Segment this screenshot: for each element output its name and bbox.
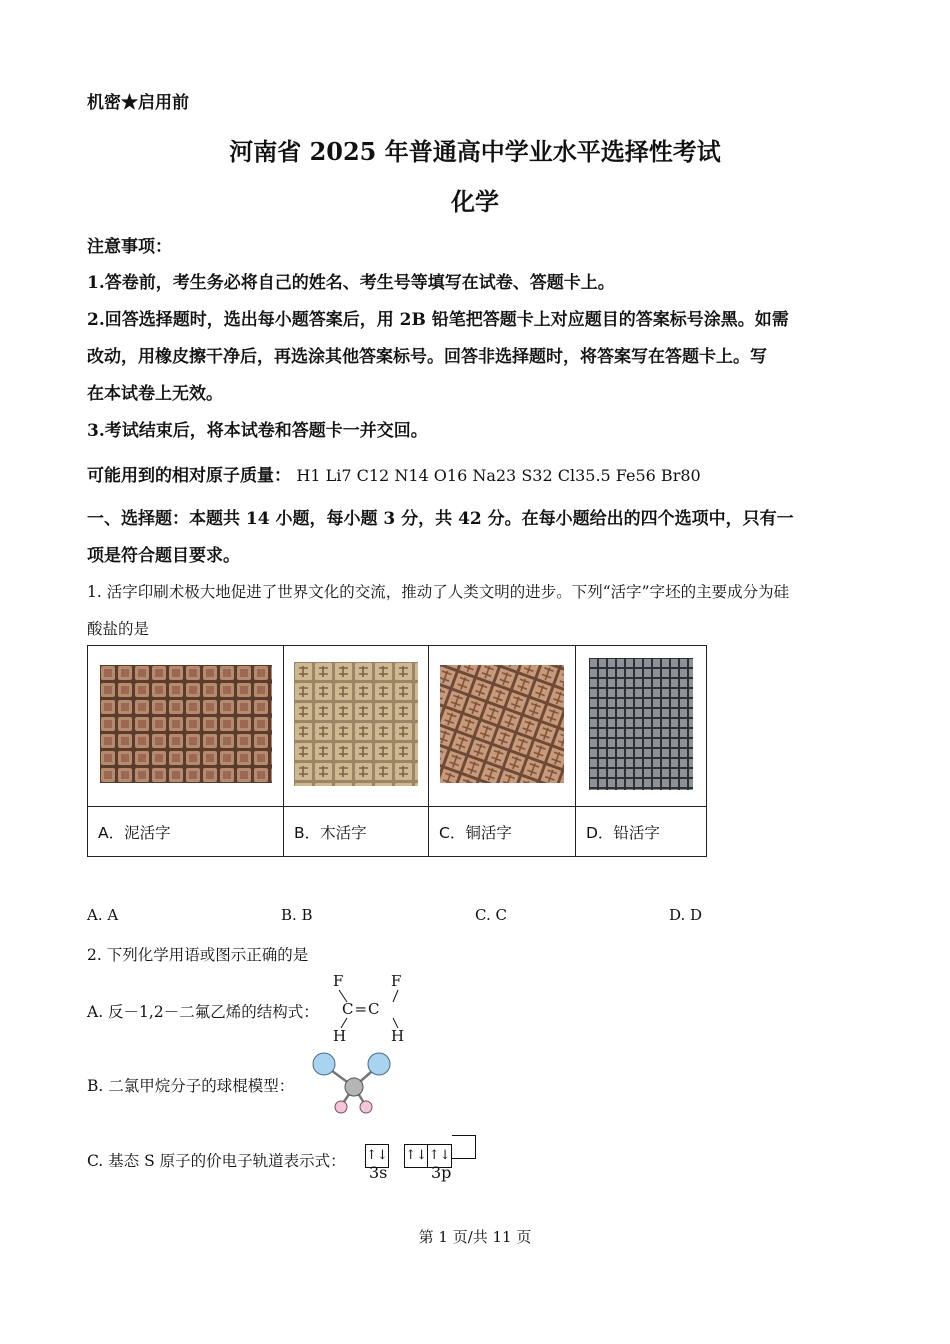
orbital-3p-label: 3p: [431, 1163, 452, 1182]
atom-f-left: F: [333, 972, 344, 990]
notice-item-2-line-2: 改动，用橡皮擦干净后，再选涂其他答案标号。回答非选择题时，将答案写在答题卡上。写: [87, 347, 767, 367]
carbon-double-bond: C=C: [342, 1000, 381, 1018]
q1-answer-d: D. D: [669, 906, 703, 924]
orbital-3s-box: ↑↓: [365, 1144, 389, 1168]
page-number: 第 1 页/共 11 页: [418, 1228, 532, 1246]
q2-option-a: A. 反－1,2－二氟乙烯的结构式：: [87, 1003, 319, 1021]
subject-title: 化学: [451, 187, 499, 216]
exam-title: 河南省 2025 年普通高中学业水平选择性考试: [229, 137, 721, 166]
secret-mark: 机密★启用前: [87, 93, 189, 113]
q1-stem-line-2: 酸盐的是: [87, 620, 150, 638]
q1-answer-c: C. C: [475, 906, 507, 924]
q1-answer-a: A. A: [87, 906, 119, 924]
section-1-line-1: 一、选择题：本题共 14 小题，每小题 3 分，共 42 分。在每小题给出的四个选项中，只有一: [87, 509, 794, 529]
wood-type-photo: [294, 662, 418, 786]
q1-options-table: [87, 645, 707, 857]
notice-item-2-line-3: 在本试卷上无效。: [87, 384, 223, 404]
atom-f-right: F: [391, 972, 402, 990]
notice-item-1: 1.答卷前，考生务必将自己的姓名、考生号等填写在试卷、答题卡上。: [87, 273, 615, 293]
q2-option-c: C. 基态 S 原子的价电子轨道表示式：: [87, 1152, 346, 1170]
dichloromethane-ball-stick-model: [308, 1050, 394, 1118]
atomic-mass-label: 可能用到的相对原子质量：: [87, 466, 291, 486]
orbital-3s-label: 3s: [369, 1163, 388, 1182]
orbital-3p-box-1: ↑↓: [404, 1144, 428, 1168]
q1-option-b: B．木活字: [284, 807, 429, 857]
copper-type-photo: [440, 665, 564, 783]
structure-bond-lines: [330, 972, 420, 1046]
notice-item-2-line-1: 2.回答选择题时，选出每小题答案后，用 2B 铅笔把答题卡上对应题目的答案标号涂黑。如需: [87, 310, 789, 330]
q1-image-cell-a: [88, 646, 284, 807]
q1-option-d: D．铅活字: [576, 807, 707, 857]
orbital-3p-box-2: ↑↓: [428, 1144, 452, 1168]
lead-type-photo: [589, 658, 693, 790]
q2-stem: 2. 下列化学用语或图示正确的是: [87, 946, 309, 964]
q1-option-a: A．泥活字: [88, 807, 284, 857]
atomic-mass-row: [87, 461, 701, 486]
notice-item-3: 3.考试结束后，将本试卷和答题卡一并交回。: [87, 421, 428, 441]
q1-image-cell-c: [429, 646, 576, 807]
clay-type-photo: [100, 665, 272, 783]
q1-answer-b: B. B: [281, 906, 313, 924]
atom-h-right: H: [391, 1027, 405, 1045]
q1-image-cell-d: [576, 646, 707, 807]
q2-option-b: B. 二氯甲烷分子的球棍模型：: [87, 1077, 295, 1095]
orbital-3p-box-3: [452, 1135, 476, 1159]
difluoroethene-structure: [330, 972, 420, 1046]
q1-option-c: C．铜活字: [429, 807, 576, 857]
atom-h-left: H: [333, 1027, 347, 1045]
atomic-mass-values: H1 Li7 C12 N14 O16 Na23 S32 Cl35.5 Fe56 Br80: [296, 466, 701, 485]
q1-stem-line-1: 1. 活字印刷术极大地促进了世界文化的交流，推动了人类文明的进步。下列“活字”字坯的主要成分为硅: [87, 583, 790, 601]
q1-image-cell-b: [284, 646, 429, 807]
section-1-line-2: 项是符合题目要求。: [87, 546, 240, 566]
notice-heading: 注意事项：: [87, 237, 172, 257]
